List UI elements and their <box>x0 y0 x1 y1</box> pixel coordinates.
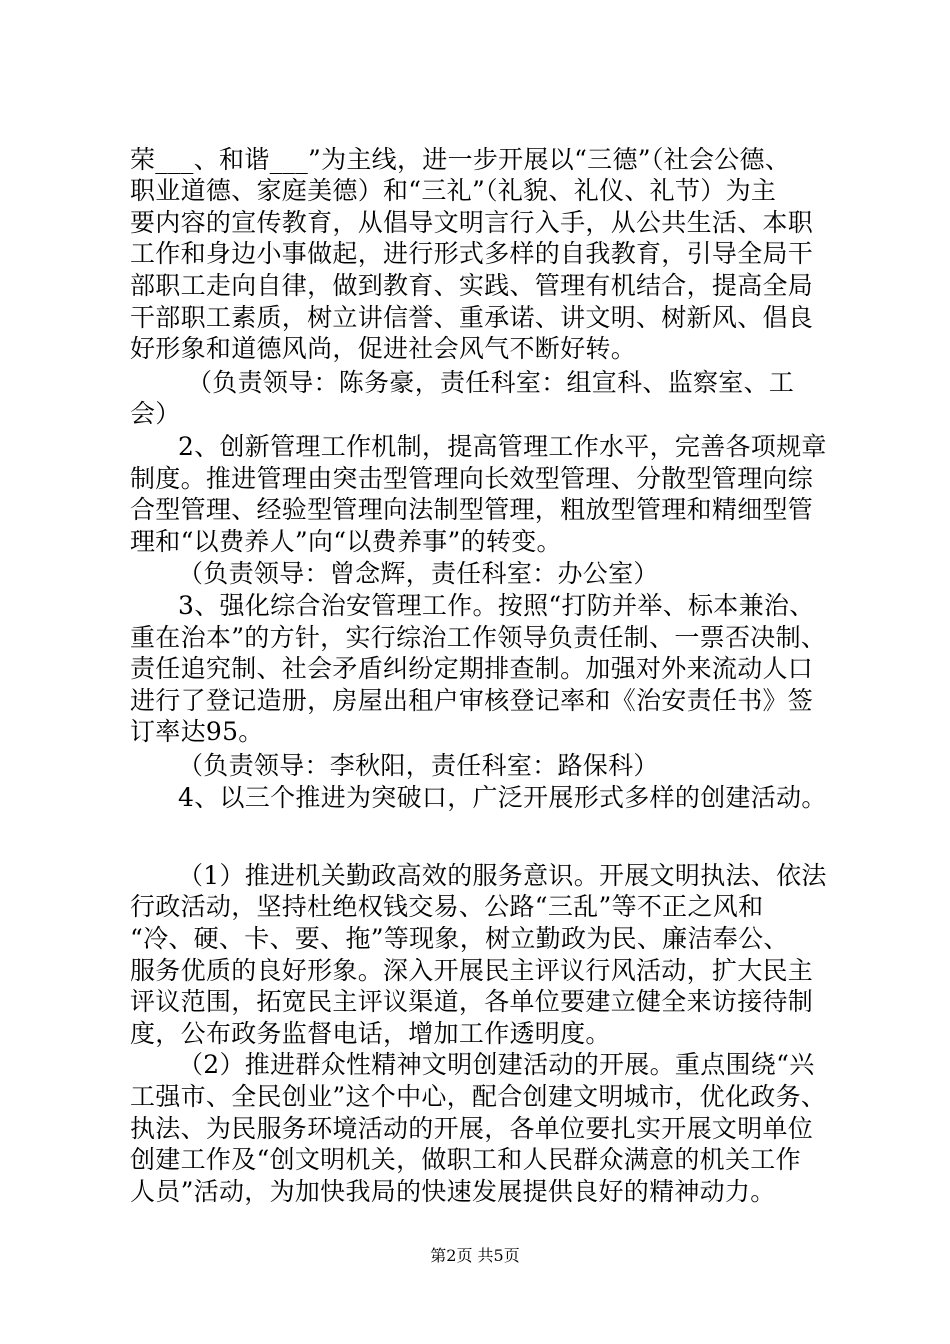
text-line: 理和“以费养人”向“以费养事”的转变。 <box>130 527 562 556</box>
text-line: 执法、为民服务环境活动的开展，各单位要扎实开展文明单位 <box>130 1114 814 1143</box>
page-footer: 第2页 共5页 <box>430 1246 520 1265</box>
text-line: “冷、硬、卡、要、拖”等现象，树立勤政为民、廉洁奉公、 <box>130 924 789 953</box>
text-line: 责任追究制、社会矛盾纠纷定期排查制。加强对外来流动人口 <box>130 654 814 683</box>
text-line: 度，公布政务监督电话，增加工作透明度。 <box>130 1019 611 1048</box>
text-line: 评议范围，拓宽民主评议渠道，各单位要建立健全来访接待制 <box>130 987 814 1016</box>
text-line: 重在治本”的方针，实行综治工作领导负责任制、一票否决制、 <box>130 623 827 652</box>
text-line: 工强市、全民创业”这个中心，配合创建文明城市，优化政务、 <box>130 1082 827 1111</box>
text-line: 会） <box>130 399 181 428</box>
text-line: 干部职工素质，树立讲信誉、重承诺、讲文明、树新风、倡良 <box>130 303 814 332</box>
text-line: 服务优质的良好形象。深入开展民主评议行风活动，扩大民主 <box>130 956 814 985</box>
text-line: （2）推进群众性精神文明创建活动的开展。重点围绕“兴 <box>178 1050 815 1079</box>
text-line: 要内容的宣传教育，从倡导文明言行入手，从公共生活、本职 <box>130 208 814 237</box>
text-line: 进行了登记造册，房屋出租户审核登记率和《治安责任书》签 <box>130 686 814 715</box>
text-line: （负责领导：陈务豪，责任科室：组宣科、监察室、工 <box>187 368 795 397</box>
text-line: 好形象和道德风尚，促进社会风气不断好转。 <box>130 334 637 363</box>
text-line: 行政活动，坚持杜绝权钱交易、公路“三乱”等不正之风和 <box>130 892 764 921</box>
text-line: 订率达95。 <box>130 717 264 746</box>
text-line: （1）推进机关勤政高效的服务意识。开展文明执法、依法 <box>178 861 827 890</box>
text-line: 4、以三个推进为突破口，广泛开展形式多样的创建活动。 <box>178 783 827 812</box>
text-line: 荣___、和谐___”为主线，进一步开展以“三德”（社会公德、 <box>130 145 791 174</box>
text-line: 制度。推进管理由突击型管理向长效型管理、分散型管理向综 <box>130 464 814 493</box>
text-line: 人员”活动，为加快我局的快速发展提供良好的精神动力。 <box>130 1177 776 1206</box>
text-line: 工作和身边小事做起，进行形式多样的自我教育，引导全局干 <box>130 239 814 268</box>
text-line: （负责领导：李秋阳，责任科室：路保科） <box>178 751 659 780</box>
text-line: 职业道德、家庭美德）和“三礼”（礼貌、礼仪、礼节）为主 <box>130 176 777 205</box>
text-line: 3、强化综合治安管理工作。按照“打防并举、标本兼治、 <box>178 591 815 620</box>
text-line: （负责领导：曾念辉，责任科室：办公室） <box>178 559 659 588</box>
text-line: 创建工作及“创文明机关，做职工和人民群众满意的机关工作 <box>130 1145 801 1174</box>
text-line: 合型管理、经验型管理向法制型管理，粗放型管理和精细型管 <box>130 495 814 524</box>
text-line: 2、创新管理工作机制，提高管理工作水平，完善各项规章 <box>178 432 827 461</box>
text-line: 部职工走向自律，做到教育、实践、管理有机结合，提高全局 <box>130 271 814 300</box>
